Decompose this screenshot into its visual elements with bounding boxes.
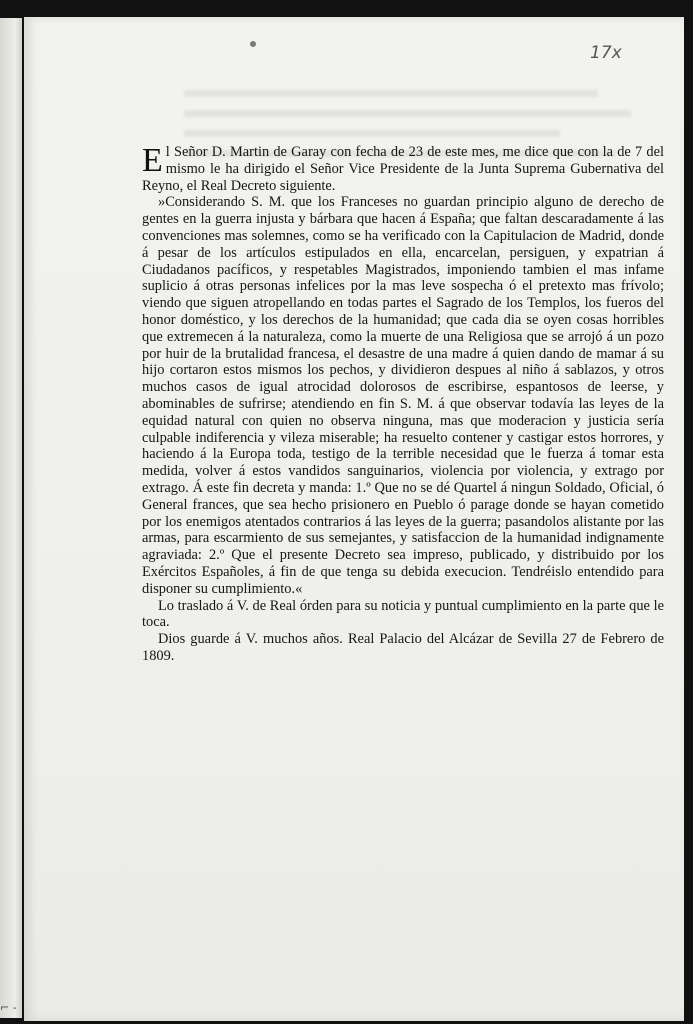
decree-text <box>142 144 664 665</box>
document-page <box>24 17 684 1021</box>
paragraph-closing: Dios guarde á V. muchos años. Real Palacio del Alcázar de Sevilla 27 de Febrero de 1809. <box>142 631 664 664</box>
paragraph-transfer: Lo traslado á V. de Real órden para su noticia y puntual cumplimiento en la parte que le toca. <box>142 597 664 631</box>
ink-spot <box>250 41 256 47</box>
folio-annotation: 17x <box>590 43 622 63</box>
paragraph-decree: »Considerando S. M. que los Franceses no guardan principio alguno de derecho de gentes en la guerra injusta y bárbara que hacen á España; que faltan descaradamente á las convenciones mas solemnes, como se ha verificado con la Capitulacion de Madrid, donde á pesar de los artículos estipulados en ella, encarcelan, persiguen, y expatrian á Ciudadanos pacíficos, y respetables Magistrados, imponiendo tambien el mas infame suplicio á otras personas infelices por la mas leve sospecha ó el pretexto mas frívolo; viendo que siguen atropellando en todas partes el Sagrado de los Templos, los fueros del honor doméstico, y los derechos de la humanidad; que cada dia se oyen cosas horribles que extremecen á la naturaleza, como la muerte de una Religiosa que se arrojó á un pozo por huir de la brutalidad francesa, el desastre de una madre á quien dando de mamar á su hijo cortaron estos mismos los pechos, y dividieron despues al niño á sablazos, y otros muchos casos de igual atrocidad dolorosos de escribirse, espantosos de leerse, y abominables de sufrirse; atendiendo en fin S. M. á que observar todavía las leyes de la equidad natural con quien no observa ninguna, mas que moderacion y justicia sería culpable indiferencia y vileza miserable; ha resuelto contener y castigar estos horrores, y haciendo á la Europa toda, testigo de la terrible necesidad que le fuerza á tomar esta medida, volver á estos vandidos sanguinarios, violencia por violencia, y extrago por extrago. Á este fin decreta y manda: 1.º Que no se dé Quartel á ningun Soldado, Oficial, ó General frances, que sea hecho prisionero en Pueblo ó parage donde se hayan cometido por los enemigos atentados contrarios á las leyes de la guerra; pasandolos alistante por las armas, para escarmiento de sus semejantes, y satisfaccion de la humanidad indignamente agraviada: 2.º Que el presente Decreto sea impreso, publicado, y distribuido por los Exércitos Españoles, á fin de que tenga su debida execucion. Tendréislo entendido para disponer su cumplimiento.« <box>142 194 664 597</box>
drop-cap: E <box>142 142 163 179</box>
facing-page-edge <box>0 18 22 1018</box>
corner-mark: ⌐ - <box>0 1001 17 1014</box>
paragraph-intro-text: l Señor D. Martin de Garay con fecha de 23 de este mes, me dice que con la de 7 del mismo le ha dirigido el Señor Vice Presidente de la Junta Suprema Gubernativa del Reyno, el Real Decreto siguiente. <box>142 144 664 194</box>
paragraph-intro <box>142 144 664 194</box>
